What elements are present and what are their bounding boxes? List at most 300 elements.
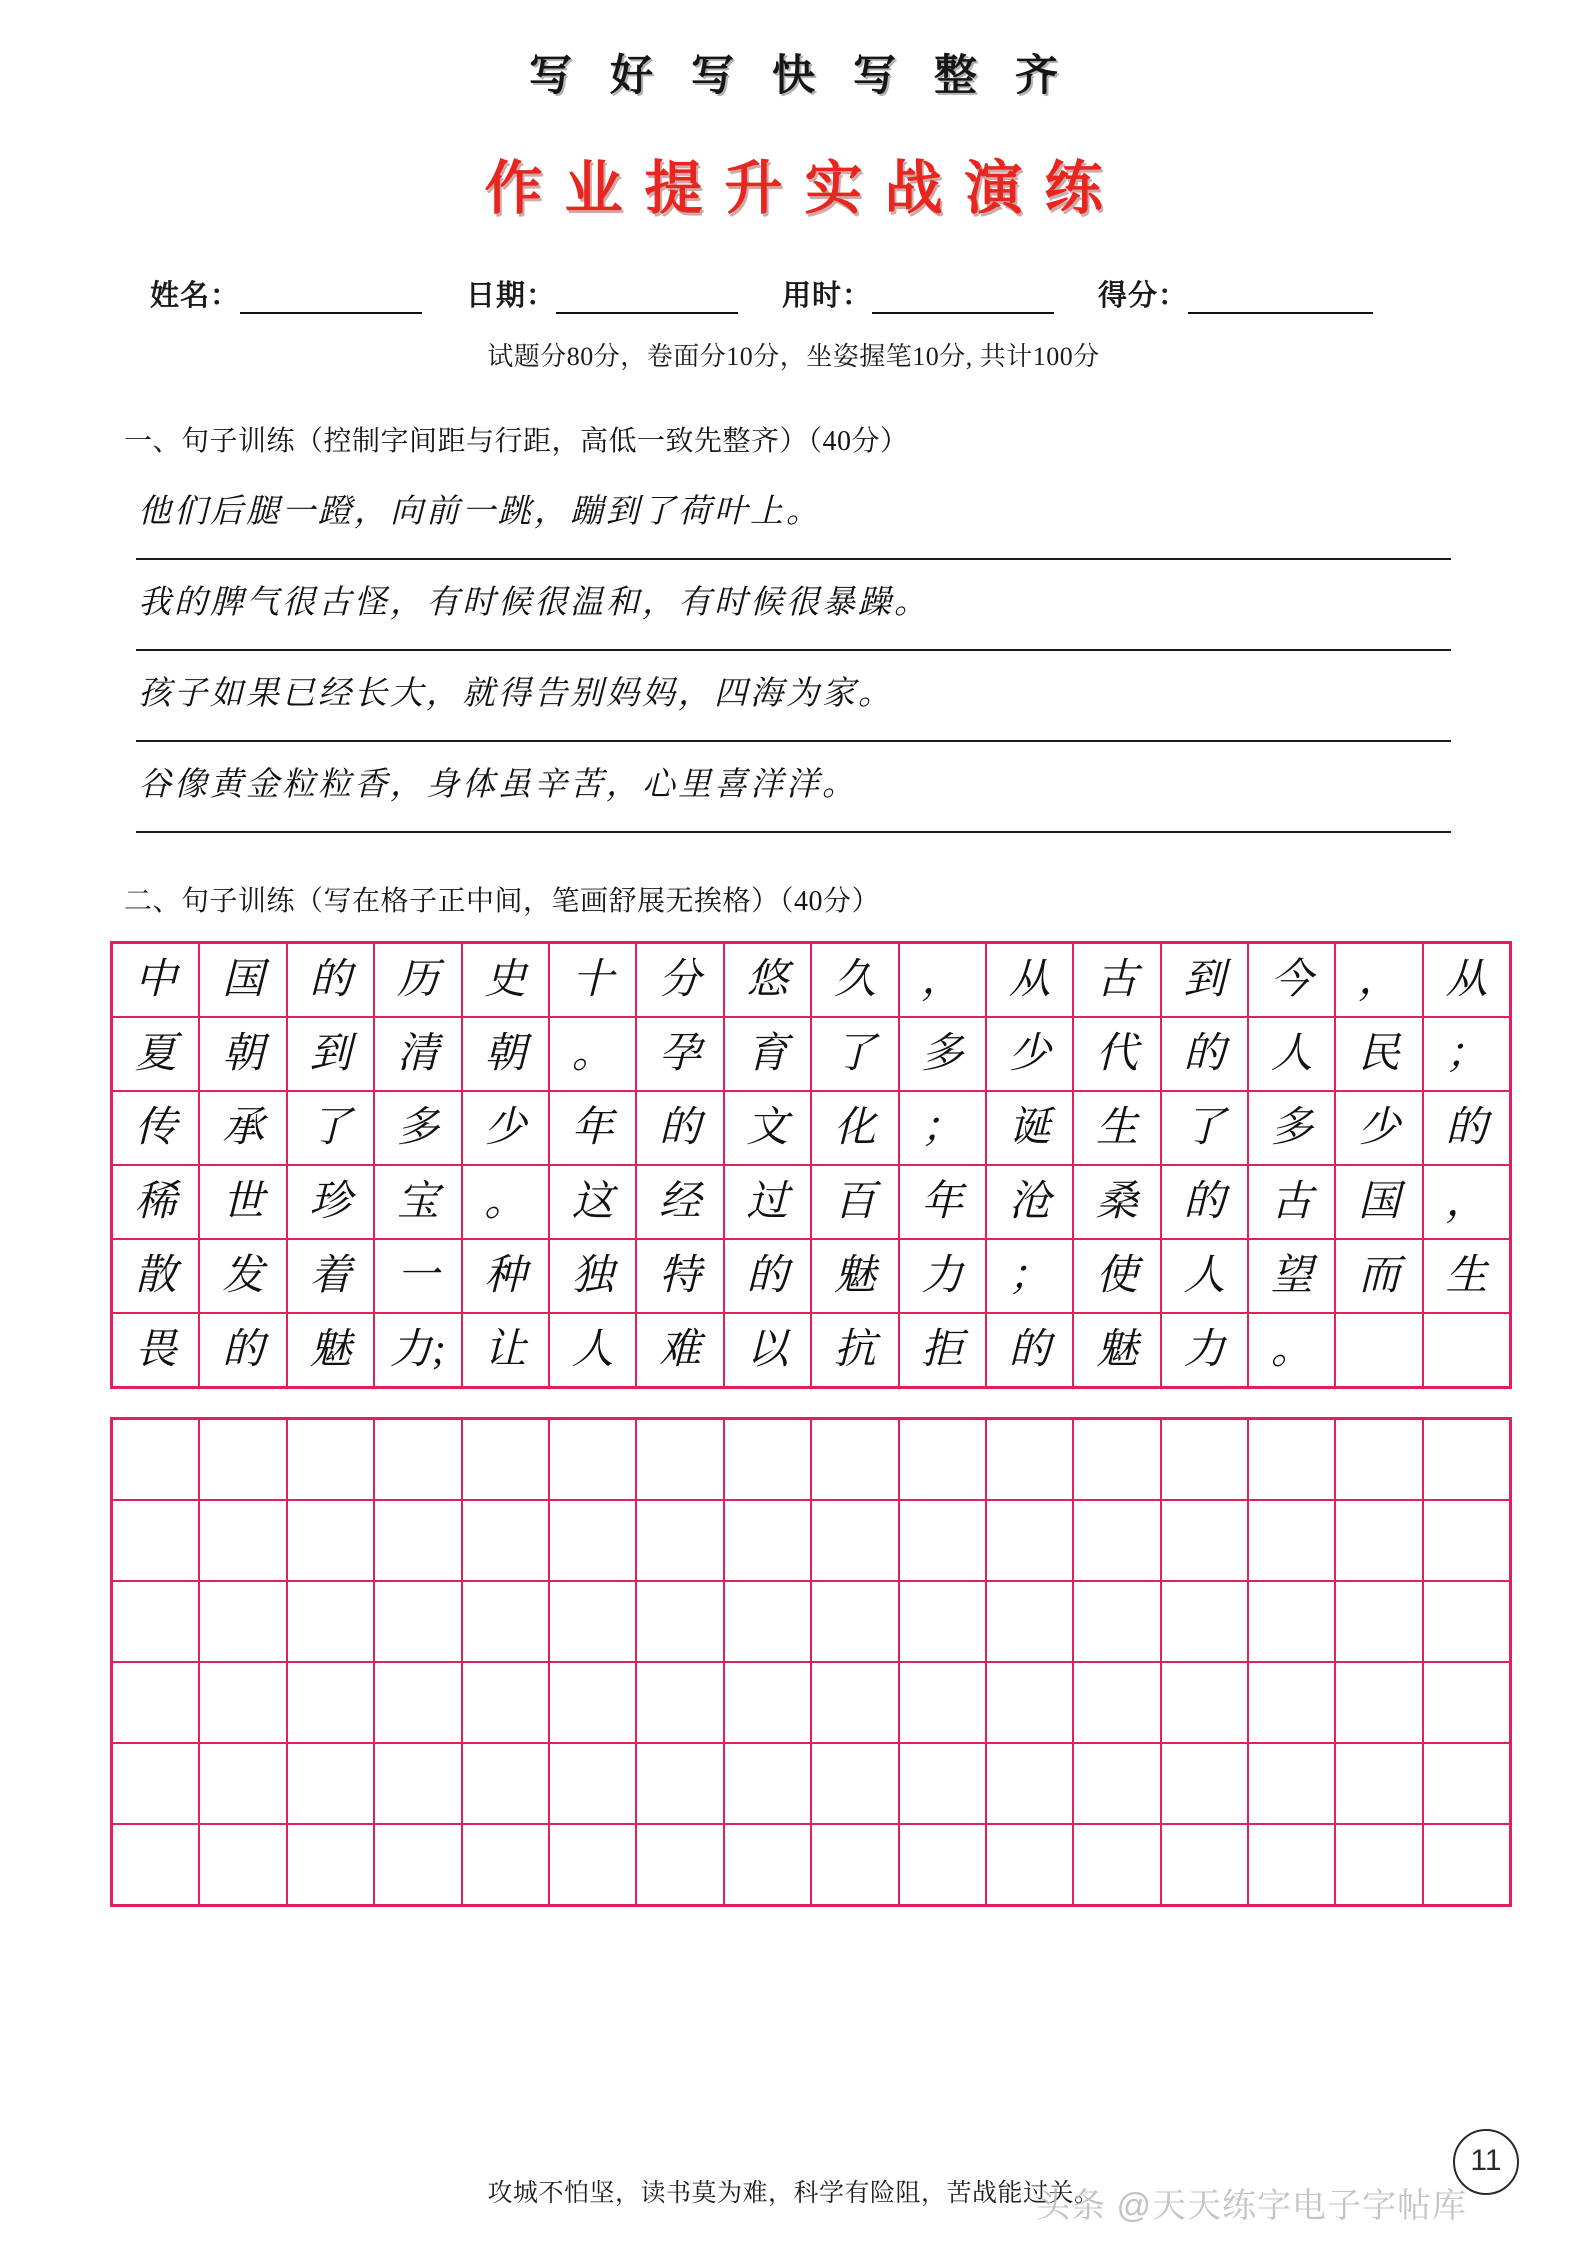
field-name-label: 姓名： [150,280,241,312]
grid-character: 望 [1270,1253,1313,1299]
grid-character: 稀 [134,1179,177,1225]
grid-cell[interactable] [549,1239,636,1313]
grid-cell[interactable] [112,1091,200,1165]
grid-character: ； [1008,1253,1051,1299]
field-name[interactable] [150,273,422,314]
grid-cell-empty[interactable] [1423,1500,1511,1581]
grid-character: ， [1445,1179,1488,1225]
page-title: 作业提升实战演练 [484,156,1125,221]
grid-cell-empty[interactable] [462,1824,549,1906]
grid-cell-empty[interactable] [1161,1824,1248,1906]
grid-character: 清 [396,1031,439,1077]
grid-cell[interactable] [899,1313,986,1388]
grid-character: 到 [1183,957,1226,1003]
grid-cell-empty[interactable] [636,1500,723,1581]
grid-cell-empty[interactable] [1335,1581,1422,1662]
grid-cell[interactable] [986,1313,1073,1388]
grid-character: 了 [1183,1105,1226,1151]
grid-character: 散 [134,1253,177,1299]
grid-character: 中 [134,957,177,1003]
score-breakdown-note: 试题分80分，卷面分10分，坐姿握笔10分, 共计100分 [487,342,1100,371]
grid-cell[interactable] [112,1313,200,1388]
grid-cell[interactable] [724,1239,811,1313]
grid-cell-empty[interactable] [1161,1419,1248,1501]
grid-character: 种 [484,1253,527,1299]
field-name-input[interactable] [240,286,422,314]
grid-cell[interactable] [374,1239,461,1313]
grid-cell-empty[interactable] [1161,1743,1248,1824]
grid-cell-empty[interactable] [1423,1581,1511,1662]
grid-cell-empty[interactable] [1335,1500,1422,1581]
grid-cell-empty[interactable] [112,1500,200,1581]
field-date-label: 日期： [466,280,557,312]
grid-cell-empty[interactable] [899,1419,986,1501]
grid-character: ； [921,1105,964,1151]
grid-character: 使 [1095,1253,1138,1299]
grid-cell[interactable] [1423,1313,1511,1388]
grid-character: 力 [1183,1327,1226,1373]
grid-cell-empty[interactable] [811,1662,898,1743]
grid-cell[interactable] [986,1165,1073,1239]
grid-cell-empty[interactable] [724,1662,811,1743]
grid-cell[interactable] [899,943,986,1018]
grid-cell-empty[interactable] [287,1824,374,1906]
grid-cell-empty[interactable] [1335,1824,1422,1906]
grid-cell-empty[interactable] [112,1824,200,1906]
grid-character: 拒 [921,1327,964,1373]
grid-character: 宝 [396,1179,439,1225]
grid-character: 了 [833,1031,876,1077]
grid-cell[interactable] [287,1017,374,1091]
grid-character: 年 [571,1105,614,1151]
grid-cell-empty[interactable] [899,1500,986,1581]
grid-cell[interactable] [986,1239,1073,1313]
grid-cell-empty[interactable] [899,1743,986,1824]
grid-cell[interactable] [1248,1165,1335,1239]
grid-character: 的 [746,1253,789,1299]
grid-character: 生 [1095,1105,1138,1151]
sentence-practice-item [110,469,1477,560]
grid-cell[interactable] [287,1313,374,1388]
grid-cell[interactable] [724,1313,811,1388]
grid-character: 久 [833,957,876,1003]
watermark-text: 头条 @天天练字电子字帖库 [1036,2187,1467,2225]
grid-row [112,1824,1511,1906]
grid-character: 承 [222,1105,265,1151]
grid-cell-empty[interactable] [287,1662,374,1743]
grid-character: 古 [1270,1179,1313,1225]
grid-cell-empty[interactable] [287,1500,374,1581]
page-number-badge: 11 [1453,2129,1519,2195]
grid-character: 。 [484,1179,527,1225]
grid-cell[interactable] [1161,943,1248,1018]
grid-cell-empty[interactable] [1335,1419,1422,1501]
grid-cell[interactable] [811,1239,898,1313]
grid-cell-empty[interactable] [549,1743,636,1824]
grid-cell[interactable] [1073,1239,1160,1313]
grid-cell-empty[interactable] [199,1581,286,1662]
grid-row [112,1581,1511,1662]
grid-cell[interactable] [636,1017,723,1091]
grid-cell[interactable] [986,1017,1073,1091]
field-time-input[interactable] [872,286,1054,314]
grid-cell[interactable] [462,1165,549,1239]
field-date-input[interactable] [556,286,738,314]
grid-cell[interactable] [1335,1165,1422,1239]
grid-cell-empty[interactable] [199,1743,286,1824]
grid-cell[interactable] [287,1239,374,1313]
sentence-text: 孩子如果已经长大，就得告别妈妈，四海为家。 [138,676,894,712]
grid-cell[interactable] [374,1017,461,1091]
grid-cell[interactable] [811,1091,898,1165]
grid-cell-empty[interactable] [811,1500,898,1581]
grid-character: 到 [309,1031,352,1077]
grid-cell[interactable] [1335,1239,1422,1313]
grid-cell[interactable] [1161,1313,1248,1388]
grid-character: 百 [833,1179,876,1225]
grid-cell[interactable] [112,943,200,1018]
grid-cell[interactable] [1073,1017,1160,1091]
grid-cell[interactable] [199,943,286,1018]
grid-cell[interactable] [112,1017,200,1091]
grid-character: 世 [222,1179,265,1225]
grid-cell[interactable] [636,1091,723,1165]
grid-cell-empty[interactable] [374,1743,461,1824]
grid-cell[interactable] [462,943,549,1018]
field-score-label: 得分： [1098,280,1189,312]
grid-cell-empty[interactable] [811,1419,898,1501]
grid-cell[interactable] [1248,943,1335,1018]
grid-cell[interactable] [899,1165,986,1239]
grid-cell[interactable] [199,1165,286,1239]
grid-character: 多 [396,1105,439,1151]
grid-character: 朝 [222,1031,265,1077]
grid-cell-empty[interactable] [1073,1500,1160,1581]
grid-cell[interactable] [811,1313,898,1388]
grid-cell[interactable] [462,1091,549,1165]
grid-cell-empty[interactable] [636,1662,723,1743]
grid-cell-empty[interactable] [374,1824,461,1906]
grid-cell[interactable] [1161,1017,1248,1091]
sentence-text: 他们后腿一蹬，向前一跳，蹦到了荷叶上。 [138,494,822,530]
grid-character: 少 [1358,1105,1401,1151]
grid-cell[interactable] [636,1239,723,1313]
student-info-row [110,273,1477,314]
grid-cell[interactable] [462,1017,549,1091]
grid-cell-empty[interactable] [112,1743,200,1824]
grid-cell[interactable] [636,1313,723,1388]
grid-cell[interactable] [1248,1017,1335,1091]
grid-character: 国 [222,957,265,1003]
grid-cell-empty[interactable] [1335,1662,1422,1743]
grid-character: 诞 [1008,1105,1051,1151]
grid-cell-empty[interactable] [636,1824,723,1906]
grid-character: 力; [389,1327,446,1373]
grid-character: 生 [1445,1253,1488,1299]
grid-cell[interactable] [1073,1165,1160,1239]
grid-cell[interactable] [636,1165,723,1239]
grid-character: ； [1445,1031,1488,1077]
grid-cell[interactable] [287,1165,374,1239]
grid-character: 少 [1008,1031,1051,1077]
grid-cell-empty[interactable] [986,1581,1073,1662]
grid-character: 育 [746,1031,789,1077]
grid-character: 畏 [134,1327,177,1373]
blank-character-grid[interactable] [110,1417,1512,1907]
grid-cell[interactable] [811,1017,898,1091]
grid-cell[interactable] [549,1165,636,1239]
grid-character: 的 [222,1327,265,1373]
grid-cell-empty[interactable] [199,1824,286,1906]
grid-cell[interactable] [1073,1313,1160,1388]
grid-cell[interactable] [112,1165,200,1239]
grid-cell-empty[interactable] [549,1824,636,1906]
writing-rule-line[interactable] [136,831,1451,833]
grid-cell[interactable] [549,1091,636,1165]
grid-row [112,1500,1511,1581]
grid-cell-empty[interactable] [374,1581,461,1662]
grid-character: 从 [1008,957,1051,1003]
grid-cell[interactable] [549,1017,636,1091]
grid-character: 人 [571,1327,614,1373]
grid-cell[interactable] [112,1239,200,1313]
grid-character: 让 [484,1327,527,1373]
grid-cell-empty[interactable] [287,1419,374,1501]
field-score-input[interactable] [1188,286,1373,314]
grid-cell-empty[interactable] [986,1419,1073,1501]
grid-character: 。 [1270,1327,1313,1373]
section-1-heading: 一、句子训练（控制字间距与行距，高低一致先整齐）（40分） [124,426,909,457]
grid-row [112,1239,1511,1313]
sentence-practice-item [110,560,1477,651]
grid-cell-empty[interactable] [199,1419,286,1501]
sentence-text: 我的脾气很古怪，有时候很温和，有时候很暴躁。 [138,585,930,621]
grid-cell[interactable] [199,1313,286,1388]
grid-character: 的 [1445,1105,1488,1151]
grid-cell[interactable] [899,1017,986,1091]
grid-cell-empty[interactable] [724,1500,811,1581]
grid-cell[interactable] [549,943,636,1018]
grid-cell[interactable] [1423,1091,1511,1165]
grid-cell[interactable] [199,1239,286,1313]
grid-cell-empty[interactable] [112,1662,200,1743]
grid-cell[interactable] [1073,943,1160,1018]
grid-cell-empty[interactable] [1248,1824,1335,1906]
grid-character: 少 [484,1105,527,1151]
grid-cell[interactable] [1161,1239,1248,1313]
filled-grid-body [112,943,1511,1388]
grid-character: 的 [1008,1327,1051,1373]
grid-cell-empty[interactable] [1248,1500,1335,1581]
sentence-practice-item [110,651,1477,742]
grid-cell-empty[interactable] [986,1743,1073,1824]
grid-cell[interactable] [1335,943,1422,1018]
grid-cell[interactable] [1248,1091,1335,1165]
grid-character: 历 [396,957,439,1003]
grid-cell-empty[interactable] [636,1581,723,1662]
grid-cell-empty[interactable] [724,1419,811,1501]
grid-character: 人 [1270,1031,1313,1077]
grid-character: 以 [746,1327,789,1373]
grid-cell[interactable] [899,1239,986,1313]
grid-cell-empty[interactable] [1073,1662,1160,1743]
grid-cell[interactable] [374,943,461,1018]
grid-character: 民 [1358,1031,1401,1077]
grid-cell-empty[interactable] [1073,1743,1160,1824]
grid-cell[interactable] [1423,1017,1511,1091]
grid-cell[interactable] [811,943,898,1018]
grid-cell-empty[interactable] [549,1419,636,1501]
grid-cell[interactable] [1248,1239,1335,1313]
grid-cell-empty[interactable] [199,1662,286,1743]
grid-cell[interactable] [199,1017,286,1091]
grid-character: 的 [659,1105,702,1151]
grid-cell-empty[interactable] [549,1581,636,1662]
grid-cell-empty[interactable] [986,1824,1073,1906]
grid-character: 这 [571,1179,614,1225]
grid-cell[interactable] [287,1091,374,1165]
grid-cell[interactable] [1335,1313,1422,1388]
grid-character: 沧 [1008,1179,1051,1225]
grid-cell-empty[interactable] [112,1581,200,1662]
grid-cell-empty[interactable] [1248,1662,1335,1743]
grid-cell-empty[interactable] [199,1500,286,1581]
grid-cell-empty[interactable] [1423,1824,1511,1906]
grid-cell-empty[interactable] [1423,1419,1511,1501]
grid-cell-empty[interactable] [462,1581,549,1662]
grid-cell[interactable] [724,1091,811,1165]
grid-character: 魅 [309,1327,352,1373]
grid-cell-empty[interactable] [986,1500,1073,1581]
grid-character: 的 [1183,1031,1226,1077]
grid-cell[interactable] [986,943,1073,1018]
grid-cell-empty[interactable] [1248,1743,1335,1824]
grid-cell-empty[interactable] [287,1581,374,1662]
grid-character: 独 [571,1253,614,1299]
grid-cell[interactable] [724,943,811,1018]
grid-cell[interactable] [811,1165,898,1239]
grid-cell[interactable] [374,1165,461,1239]
grid-cell[interactable] [1073,1091,1160,1165]
field-score[interactable] [1098,273,1373,314]
grid-character: 着 [309,1253,352,1299]
grid-cell-empty[interactable] [724,1824,811,1906]
grid-cell-empty[interactable] [462,1500,549,1581]
grid-character: 从 [1445,957,1488,1003]
grid-cell-empty[interactable] [899,1662,986,1743]
grid-cell[interactable] [1161,1091,1248,1165]
grid-cell[interactable] [1248,1313,1335,1388]
grid-character: 古 [1095,957,1138,1003]
grid-row [112,1017,1511,1091]
grid-cell[interactable] [1335,1091,1422,1165]
grid-character: 夏 [134,1031,177,1077]
grid-character: 悠 [746,957,789,1003]
grid-cell-empty[interactable] [549,1662,636,1743]
grid-cell-empty[interactable] [811,1743,898,1824]
grid-character: 魅 [1095,1327,1138,1373]
grid-cell-empty[interactable] [549,1500,636,1581]
grid-cell[interactable] [724,1017,811,1091]
field-time[interactable] [782,273,1054,314]
grid-cell[interactable] [549,1313,636,1388]
grid-character: 发 [222,1253,265,1299]
grid-cell-empty[interactable] [811,1824,898,1906]
grid-character: 多 [1270,1105,1313,1151]
grid-character: 。 [571,1031,614,1077]
grid-cell-empty[interactable] [462,1743,549,1824]
grid-cell[interactable] [462,1313,549,1388]
grid-cell-empty[interactable] [374,1500,461,1581]
grid-character: 国 [1358,1179,1401,1225]
grid-cell[interactable] [1423,1165,1511,1239]
grid-character: 文 [746,1105,789,1151]
grid-cell-empty[interactable] [986,1662,1073,1743]
grid-cell[interactable] [1161,1165,1248,1239]
grid-cell-empty[interactable] [374,1662,461,1743]
grid-cell-empty[interactable] [636,1743,723,1824]
grid-cell-empty[interactable] [1248,1419,1335,1501]
grid-character: ， [921,957,964,1003]
grid-cell[interactable] [899,1091,986,1165]
grid-cell-empty[interactable] [1248,1581,1335,1662]
grid-cell-empty[interactable] [112,1419,200,1501]
grid-cell-empty[interactable] [462,1662,549,1743]
grid-cell[interactable] [287,943,374,1018]
sentence-text: 谷像黄金粒粒香，身体虽辛苦，心里喜洋洋。 [138,767,858,803]
grid-cell-empty[interactable] [1161,1581,1248,1662]
grid-cell-empty[interactable] [1161,1662,1248,1743]
grid-cell-empty[interactable] [1073,1581,1160,1662]
grid-cell[interactable] [724,1165,811,1239]
grid-cell-empty[interactable] [1423,1743,1511,1824]
grid-cell[interactable] [636,943,723,1018]
grid-cell[interactable] [374,1091,461,1165]
grid-cell-empty[interactable] [899,1581,986,1662]
grid-cell-empty[interactable] [724,1581,811,1662]
footer-motto: 攻城不怕坚，读书莫为难，科学有险阻，苦战能过关。 [487,2180,1100,2207]
grid-cell-empty[interactable] [462,1419,549,1501]
grid-character: 的 [309,957,352,1003]
grid-character: 传 [134,1105,177,1151]
grid-character: 的 [1183,1179,1226,1225]
grid-cell[interactable] [986,1091,1073,1165]
grid-cell-empty[interactable] [636,1419,723,1501]
grid-cell-empty[interactable] [1423,1662,1511,1743]
grid-cell-empty[interactable] [1335,1743,1422,1824]
grid-cell-empty[interactable] [1161,1500,1248,1581]
grid-character: 今 [1270,957,1313,1003]
grid-cell-empty[interactable] [287,1743,374,1824]
grid-character: ， [1358,957,1401,1003]
grid-cell-empty[interactable] [724,1743,811,1824]
filled-character-grid [110,941,1512,1389]
grid-cell-empty[interactable] [899,1824,986,1906]
grid-cell[interactable] [462,1239,549,1313]
grid-cell[interactable] [199,1091,286,1165]
grid-cell[interactable] [374,1313,461,1388]
grid-cell[interactable] [1423,943,1511,1018]
grid-cell-empty[interactable] [1073,1824,1160,1906]
field-date[interactable] [466,273,738,314]
grid-cell[interactable] [1335,1017,1422,1091]
grid-character: 经 [659,1179,702,1225]
grid-cell-empty[interactable] [811,1581,898,1662]
grid-cell-empty[interactable] [374,1419,461,1501]
grid-cell-empty[interactable] [1073,1419,1160,1501]
grid-cell[interactable] [1423,1239,1511,1313]
grid-character: 孕 [659,1031,702,1077]
